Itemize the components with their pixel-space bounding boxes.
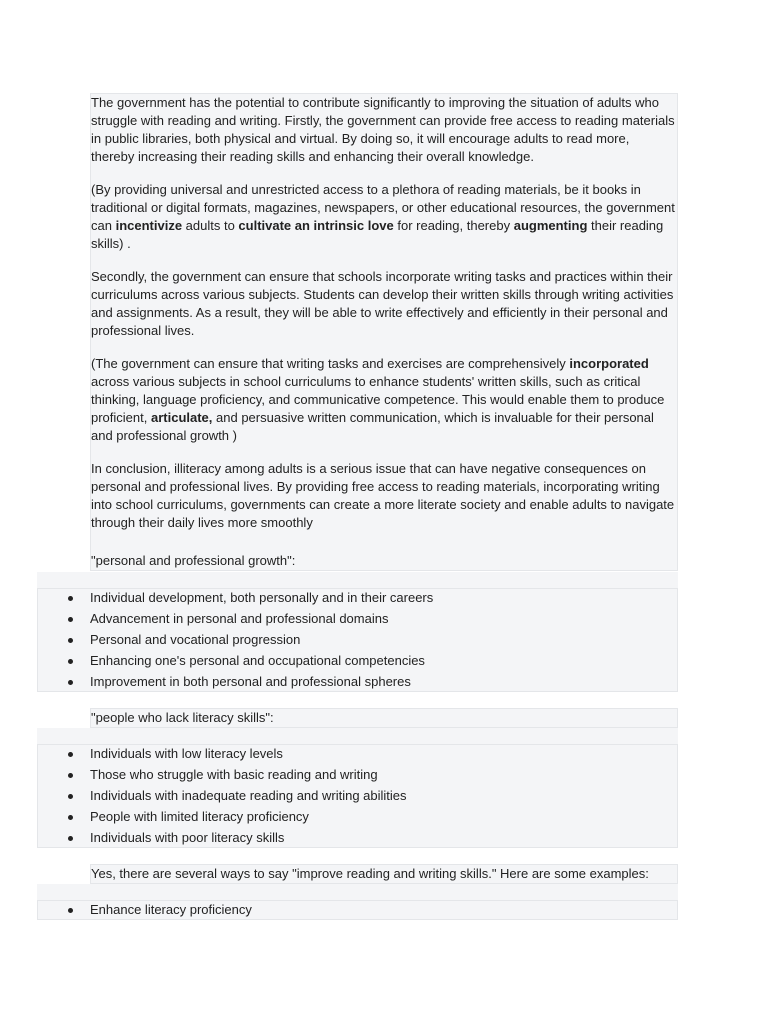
list-item [38, 673, 677, 691]
bullet-icon [68, 752, 73, 757]
list-heading: Yes, there are several ways to say "improve reading and writing skills." Here are some examples: [91, 866, 649, 881]
list-item-text: Enhancing one's personal and occupational competencies [90, 653, 425, 668]
text-run: across various subjects in school curriculums to enhance students' written skills, such as critical thinking, language proficiency, and communicative competence. This would enable them to produce proficient, [91, 374, 665, 425]
spacer-row [37, 728, 678, 744]
text-run: adults to [182, 218, 239, 233]
list-item [38, 766, 677, 784]
list-item-text: Individual development, both personally and in their careers [90, 590, 434, 605]
paragraph-conclusion: In conclusion, illiteracy among adults is a serious issue that can have negative consequences on personal and professional lives. By providing free access to reading materials, incorporating writing into school curriculums, governments can create a more literate society and enable adults to navigate through their daily lives more smoothly [91, 461, 675, 530]
text-run: for reading, thereby [393, 218, 514, 233]
spacer-row [37, 884, 678, 900]
list-heading-panel [90, 864, 678, 884]
synonym-list [37, 588, 678, 692]
list-item [38, 631, 677, 649]
list-heading: "personal and professional growth": [91, 553, 296, 568]
bold-text: cultivate an intrinsic love [238, 218, 394, 233]
bullet-icon [68, 794, 73, 799]
list-item [38, 745, 677, 763]
bold-text: incentivize [115, 218, 183, 233]
bullet-icon [68, 596, 73, 601]
list-item-text: Individuals with poor literacy skills [90, 830, 285, 845]
bullet-icon [68, 908, 73, 913]
list-item [38, 589, 677, 607]
bullet-icon [68, 815, 73, 820]
list-item-text: People with limited literacy proficiency [90, 809, 309, 824]
paragraph-intro: The government has the potential to contribute significantly to improving the situation of adults who struggle with reading and writing. Firstly, the government can provide free access to reading materials in public libraries, both physical and virtual. By doing so, it will encourage adults to read more, thereby increasing their reading skills and enhancing their overall knowledge. [91, 95, 675, 164]
bullet-icon [68, 773, 73, 778]
paragraph-intro-rephrased [91, 181, 675, 253]
bold-text: incorporated [569, 356, 649, 371]
list-heading-panel [90, 708, 678, 728]
text-run: (The government can ensure that writing tasks and exercises are comprehensively [91, 356, 570, 371]
list-item-text: Individuals with inadequate reading and writing abilities [90, 788, 407, 803]
list-item-text: Personal and vocational progression [90, 632, 301, 647]
bullet-icon [68, 638, 73, 643]
list-item [38, 610, 677, 628]
bold-text: augmenting [513, 218, 588, 233]
list-item [38, 787, 677, 805]
list-item-text: Improvement in both personal and professional spheres [90, 674, 411, 689]
bullet-icon [68, 680, 73, 685]
spacer-row [37, 572, 678, 588]
text-run: (By providing universal and unrestricted access to a plethora of reading materials, be it books in traditional or digital formats, magazines, newspapers, or other educational resources, the government can [91, 182, 675, 233]
synonym-list [37, 900, 678, 920]
bullet-icon [68, 836, 73, 841]
list-item [38, 901, 677, 919]
synonym-list [37, 744, 678, 848]
list-item-text: Enhance literacy proficiency [90, 902, 252, 917]
bold-text: articulate, [150, 410, 213, 425]
list-item-text: Those who struggle with basic reading and writing [90, 767, 378, 782]
bullet-icon [68, 617, 73, 622]
document-page [0, 93, 768, 920]
list-item [38, 652, 677, 670]
list-heading: "people who lack literacy skills": [91, 710, 274, 725]
list-item-text: Advancement in personal and professional domains [90, 611, 389, 626]
list-item [38, 829, 677, 847]
list-item [38, 808, 677, 826]
main-text-panel [90, 93, 678, 571]
paragraph-writing-rephrased [91, 355, 675, 445]
bullet-icon [68, 659, 73, 664]
text-run: their reading skills) . [91, 218, 664, 251]
text-run: and persuasive written communication, which is invaluable for their personal and professional growth ) [91, 410, 654, 443]
paragraph-writing: Secondly, the government can ensure that schools incorporate writing tasks and practices within their curriculums across various subjects. Students can develop their written skills through writing activities and assignments. As a result, they will be able to write effectively and efficiently in their personal and professional lives. [91, 269, 674, 338]
list-item-text: Individuals with low literacy levels [90, 746, 283, 761]
